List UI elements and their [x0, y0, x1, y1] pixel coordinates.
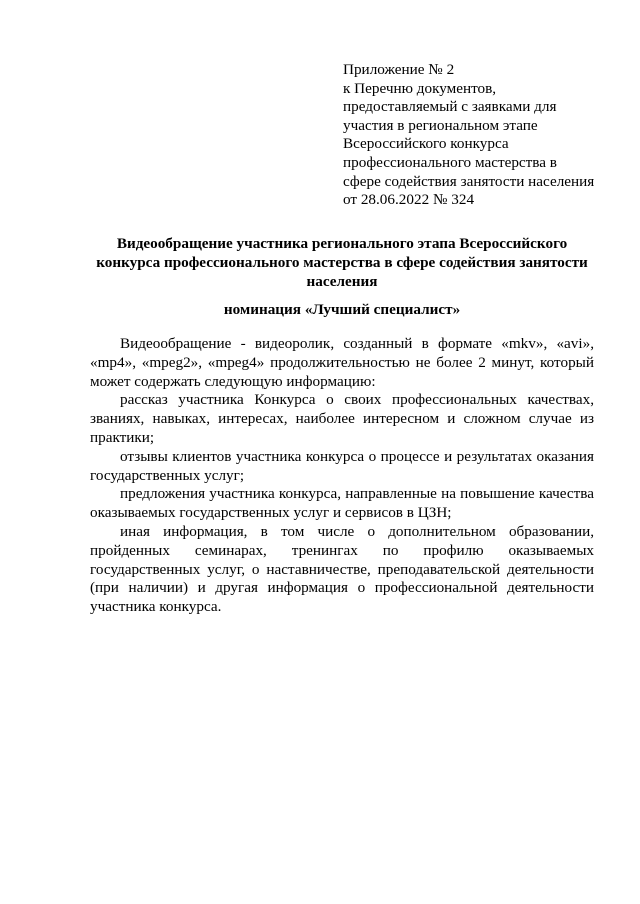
appendix-line: Приложение № 2 [343, 61, 455, 78]
appendix-line: к Перечню документов, [343, 79, 497, 97]
paragraph-proposals [90, 485, 594, 523]
paragraph-line: (при наличии) и другая информация о профессиональной деятельности [90, 579, 594, 597]
title-line: населения [306, 272, 378, 290]
paragraph-line: участника конкурса. [90, 598, 222, 616]
paragraph-line: отзывы клиентов участника конкурса о процессе и результатах оказания [120, 447, 594, 465]
document-title [90, 235, 594, 291]
paragraph-line: практики; [90, 428, 155, 446]
paragraph-line: может содержать следующую информацию: [90, 372, 376, 390]
paragraph-other-info [90, 523, 594, 617]
appendix-line: участия в региональном этапе [343, 116, 538, 134]
paragraph-line: «mp4», «mpeg2», «mpeg4» продолжительностью не более 2 минут, который [90, 353, 594, 371]
title-line: Видеообращение участника регионального этапа Всероссийского [116, 235, 568, 252]
document-body [90, 335, 594, 617]
title-line: конкурса профессионального мастерства в сфере содействия занятости [96, 253, 588, 271]
appendix-line: профессионального мастерства в [343, 153, 557, 171]
paragraph-line: Видеообращение - видеоролик, созданный в формате «mkv», «avi», [120, 335, 594, 352]
paragraph-definition [90, 335, 594, 391]
paragraph-line: иная информация, в том числе о дополнительном образовании, [120, 522, 594, 540]
appendix-reference [343, 61, 603, 210]
appendix-line: от 28.06.2022 № 324 [343, 191, 475, 209]
paragraph-line: государственных услуг, о наставничестве, преподавательской деятельности [90, 560, 594, 578]
paragraph-line: рассказ участника Конкурса о своих профессиональных качествах, [120, 391, 594, 409]
appendix-line: Всероссийского конкурса [343, 135, 509, 153]
nomination-heading: номинация «Лучший специалист» [223, 301, 461, 318]
appendix-line: сфере содействия занятости населения [343, 172, 595, 190]
paragraph-reviews [90, 448, 594, 486]
paragraph-line: оказываемых государственных услуг и сервисов в ЦЗН; [90, 504, 452, 522]
paragraph-story [90, 391, 594, 447]
appendix-line: предоставляемый с заявками для [343, 98, 557, 116]
paragraph-line: предложения участника конкурса, направленные на повышение качества [120, 485, 594, 503]
paragraph-line: званиях, навыках, интересах, наиболее интересном и сложном случае из [90, 410, 594, 428]
paragraph-line: пройденных семинарах, тренингах по профилю оказываемых [90, 541, 594, 559]
paragraph-line: государственных услуг; [90, 466, 245, 484]
